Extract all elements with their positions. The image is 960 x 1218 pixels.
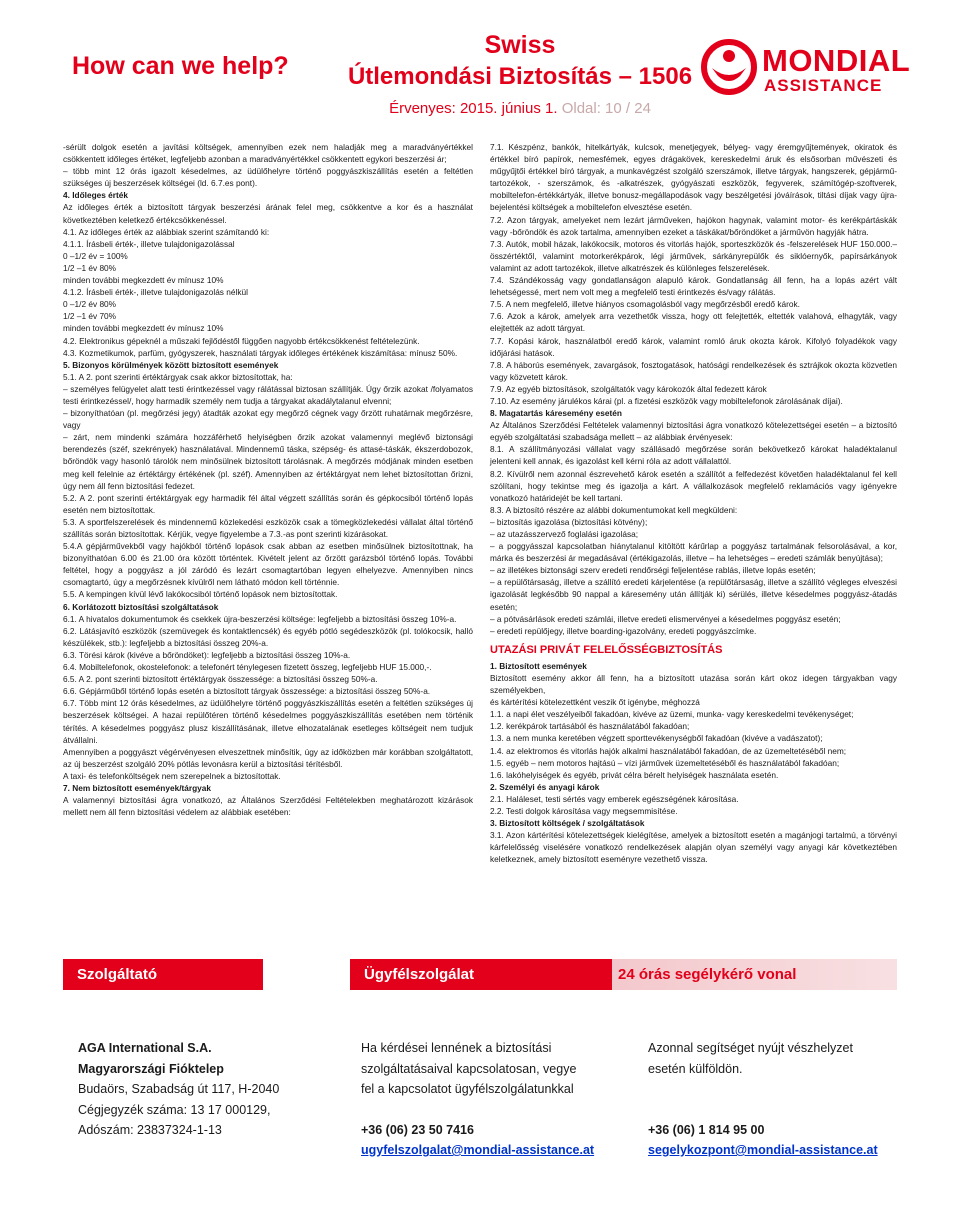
paragraph: 4.3. Kozmetikumok, parfüm, gyógyszerek, használati tárgyak időleges értékének kiszámítása: mínusz 50%.: [63, 347, 458, 358]
paragraph: 1/2 –1 év 80%: [63, 262, 117, 273]
paragraph: 0 –1/2 év 80%: [63, 299, 117, 310]
paragraph: 7.3. Autók, mobil házak, lakókocsik, motoros és vitorlás hajók, sporteszközök és -felszerelések HUF 150.000.– összértéktől, valamint motorkerékpárok, légi járművek, sárkányrepülők és siklóernyők, papírsárkányok valamint az adott tartozékok, illetve alkatrészek és különleges felszerelések.: [490, 238, 897, 273]
company-registration: Cégjegyzék száma: 13 17 000129,: [78, 1102, 271, 1117]
paragraph: 7.9. Az egyéb biztosítások, szolgáltatók vagy károkozók által fedezett károk: [490, 383, 767, 394]
section-heading: 1. Biztosított események: [490, 660, 587, 671]
paragraph: 8.1. A szállítmányozási vállalat vagy szállásadó megőrzése során bekövetkező károkat haladéktalanul jelenteni kell annak, és igazolást kell kérni róla az adott vállalattól.: [490, 444, 897, 467]
paragraph: – személyes felügyelet alatt testi érintkezéssel vagy rálátással biztosan szállítják. Úgy őrzik azokat /folyamatos testi érintkezéssel/, hogy harmadik személy nem tudja a tárgyakat akadálytalanul elvenni;: [63, 383, 473, 406]
paragraph: minden további megkezdett év mínusz 10%: [63, 275, 224, 286]
banner-provider: [63, 959, 263, 990]
paragraph: A valamennyi biztosítási ágra vonatkozó, az Általános Szerződési Feltételekben meghatározott kizárások mellett nem áll fenn biztosítási védelem az alábbiak esetében:: [63, 795, 473, 818]
company-tax-id: Adószám: 23837324-1-13: [78, 1123, 222, 1137]
paragraph: 4.2. Elektronikus gépeknél a műszaki fejlődéstől függően nagyobb értékcsökkenést feltételezünk.: [63, 335, 420, 346]
mondial-logo: [700, 38, 915, 100]
footer-emergency: [648, 1038, 908, 1161]
paragraph: 1.2. kerékpárok tartásából és használatából fakadóan;: [490, 721, 690, 732]
paragraph: 5.3. A sportfelszerelések és mindennemű közlekedési eszközök csak a tömegközlekedési vállalat által történő szállítás során biztosítottak. Kérjük, vegye figyelembe a 7.3.-as pont szerinti kizárásokat.: [63, 516, 473, 539]
validity-date: Érvenyes: 2015. június 1.: [389, 100, 558, 117]
paragraph: 8.3. A biztosító részére az alábbi dokumentumokat kell megküldeni:: [490, 504, 738, 515]
section-heading: 3. Biztosított költségek / szolgáltatások: [490, 818, 645, 829]
help-heading: How can we help?: [72, 52, 289, 80]
document-title-block: [300, 30, 740, 122]
banner-label: Szolgáltató: [77, 966, 158, 983]
paragraph: 1.5. egyéb – nem motoros hajtású – vízi járművek üzemeltetéséből és használatából fakadóan;: [490, 757, 840, 768]
section-heading: 6. Korlátozott biztosítási szolgáltatások: [63, 601, 219, 612]
paragraph: 6.6. Gépjárműből történő lopás esetén a biztosított tárgyak összessége: a biztosítási összeg 50%-a.: [63, 686, 431, 697]
paragraph: Amennyiben a poggyászt végérvényesen elveszettnek minősítik, úgy az időközben már korábban szolgáltatott, az új beszerzést szolgáló 20% pótlás levonásra kerül a biztosítási térítésből.: [63, 746, 473, 769]
paragraph: 4.1.2. Írásbeli érték-, illetve tulajdonigazolás nélkül: [63, 287, 248, 298]
page-number: Oldal: 10 / 24: [561, 100, 651, 117]
company-address: Budaörs, Szabadság út 117, H-2040: [78, 1082, 280, 1096]
paragraph: – eredeti repülőjegy, illetve boarding-igazolvány, eredeti poggyászcímke.: [490, 625, 757, 636]
paragraph: 6.5. A 2. pont szerinti biztosított értéktárgyak összessége: a biztosítási összeg 50%-a.: [63, 674, 378, 685]
paragraph: 5.5. A kempingen kívül lévő lakókocsiból történő lopások nem biztosítottak.: [63, 589, 338, 600]
paragraph: 7.10. Az esemény járulékos kárai (pl. a fizetési eszközök vagy mobiltelefonok zárolásának díjai).: [490, 395, 843, 406]
section-heading: 2. Személyi és anyagi károk: [490, 781, 600, 792]
paragraph: Az időleges érték a biztosított tárgyak beszerzési árának felel meg, csökkentve a kor és a használat következtében keletkező értékcsökkenéssel.: [63, 202, 473, 225]
paragraph: 7.6. Azok a károk, amelyek arra vezethetők vissza, hogy ott felejtették, eltették valahová, elhagyták, vagy elejtették az adott tárgyat.: [490, 311, 897, 334]
banner-label: Ügyfélszolgálat: [364, 966, 475, 983]
section-heading: 7. Nem biztosított események/tárgyak: [63, 782, 212, 793]
paragraph: 2.1. Haláleset, testi sértés vagy emberek egészségének károsítása.: [490, 793, 739, 804]
logo-emblem-icon: [700, 38, 758, 96]
section-heading: 5. Bizonyos körülmények között biztosított események: [63, 359, 279, 370]
paragraph: Biztosított esemény akkor áll fenn, ha a biztosított utazása során kárt okoz idegen tárgyakban vagy személyekben,: [490, 672, 897, 696]
em-phone: +36 (06) 1 814 95 00: [648, 1122, 765, 1137]
paragraph: 6.3. Törési károk (kivéve a bőröndöket): legfeljebb a biztosítási összeg 10%-a.: [63, 649, 351, 660]
cs-text: Ha kérdései lennének a biztosítási: [361, 1041, 552, 1055]
paragraph: 4.1. Az időleges érték az alábbiak szerint számítandó ki:: [63, 226, 270, 237]
right-column: [490, 141, 897, 865]
cs-phone: +36 (06) 23 50 7416: [361, 1122, 474, 1137]
paragraph: 8.2. Kívülről nem azonnal észrevehető károk esetén a szállítót a felfedezést követően haladéktalanul fel kell szólítani, hogy tekintse meg és igazolja a kárt. A vállalkozások megfelelő reklamációs vagy igényekre vonatkozó határidejét be kell tartani.: [490, 468, 897, 503]
paragraph: minden további megkezdett év mínusz 10%: [63, 323, 224, 334]
paragraph: 1.1. a napi élet veszélyeiből fakadóan, kivéve az üzemi, munka- vagy kereskedelmi tevékenységet;: [490, 709, 854, 720]
footer-company: [78, 1038, 338, 1141]
paragraph: 0 –1/2 év = 100%: [63, 250, 128, 261]
paragraph: 6.4. Mobiltelefonok, okostelefonok: a telefonért ténylegesen fizetett összeg, legfeljebb HUF 15.000,-.: [63, 662, 432, 673]
paragraph: 6.7. Több mint 12 órás késedelmes, az üdülőhelyre történő poggyászkiszállítás esetén a feltétlen szükséges új beszerzések költségei. A hazai repülőtéren történő késedelmes poggyászkiszállítás esetében nem történik térítés. A késedelmes poggyász plusz kiszállításának, illetve elhozatalának esetleges költségeit nem tudjuk átvállalni.: [63, 698, 473, 745]
banner-label: 24 órás segélykérő vonal: [618, 966, 797, 983]
title-line-1: Swiss: [484, 31, 556, 59]
paragraph: – több mint 12 órás igazolt késedelmes, az üdülőhelyre történő poggyászkiszállítás esetén a feltétlen szükséges új beszerzések költségei (ld. 6.7.es pont).: [63, 166, 473, 189]
cs-email-link[interactable]: ugyfelszolgalat@mondial-assistance.at: [361, 1143, 595, 1157]
paragraph: 4.1.1. Írásbeli érték-, illetve tulajdonigazolással: [63, 238, 235, 249]
paragraph: 1.3. a nem munka keretében végzett sporttevékenységből fakadóan (kivéve a vadászatot);: [490, 733, 823, 744]
cs-text: fel a kapcsolatot ügyfélszolgálatunkkal: [361, 1082, 574, 1096]
em-text: esetén külföldön.: [648, 1061, 743, 1076]
paragraph: 5.1. A 2. pont szerinti értéktárgyak csak akkor biztosítottak, ha:: [63, 371, 293, 382]
paragraph: 1/2 –1 év 70%: [63, 311, 117, 322]
paragraph: 5.2. A 2. pont szerinti értéktárgyak egy harmadik fél által végzett szállítás során és gépkocsiból történő lopás esetén nem biztosítottak.: [63, 492, 473, 515]
banner-emergency: [612, 959, 897, 990]
section-title: UTAZÁSI PRIVÁT FELELŐSSÉGBIZTOSÍTÁS: [490, 643, 723, 656]
paragraph: 1.6. lakóhelyiségek és egyéb, privát célra bérelt helyiségek használata esetén.: [490, 769, 779, 780]
paragraph: 5.4.A gépjárművekből vagy hajókból történő lopások csak abban az esetben minősülnek biztosítottnak, ha bizonyíthatóan 6.00 és 21.00 óra között történtek. Kivételt jelent az őrzött garázsból történő lopás. További feltétel, hogy a poggyász a jól záródó és lezárt csomagtartóban legyen elhelyezve. Amennyiben nincs csomagtartó, úgy a megőrzésnek kívülről nem látható módon kell történnie.: [63, 541, 473, 588]
paragraph: A taxi- és telefonköltségek nem szerepelnek a biztosítottak.: [63, 770, 281, 781]
paragraph: 7.5. A nem megfelelő, illetve hiányos csomagolásból vagy megőrzésből eredő károk.: [490, 299, 800, 310]
paragraph: 7.4. Szándékosság vagy gondatlanságon alapuló károk. Gondatlanság áll fenn, ha a lopás azért vált lehetségessé, mert nem volt meg a megfelelő testi érintkezés és/vagy rálátás.: [490, 275, 897, 298]
paragraph: 7.1. Készpénz, bankók, hitelkártyák, kulcsok, menetjegyek, bélyeg- vagy éremgyűjtemények, okiratok és értékkel bíró papírok, nemesfémek, egyes drágakövek, kereskedelmi áruk és elsősorban művészeti és műgyűjtői értékkel bíró tárgyak, a munkavégzést szolgáló szerszámok, illetve tárgyak, hangszerek, gépjármű-tartozékok, - szerszámok, és -alkatrészek, gyógyászati eszközök, fegyverek, számítógép-szoftverek, mobiltelefon-értékkártyák, illetve bonusz-megállapodások vagy beszélgetési jóváírások, tiltási díjak vagy újra-bejelentési költségek a mobiltelefon elvesztése esetén.: [490, 142, 897, 213]
logo-brand-text: MONDIAL: [762, 43, 911, 78]
paragraph: – az utazásszervező foglalási igazolása;: [490, 529, 639, 539]
page-header: [0, 0, 960, 130]
paragraph: – biztosítás igazolása (biztosítási kötvény);: [490, 516, 648, 527]
paragraph: 6.2. Látásjavító eszközök (szemüvegek és kontaktlencsék) és egyéb pótló segédeszközök (pl. tolókocsik, halló készülékek, stb.): legfeljebb a biztosítási összeg 20%-a.: [63, 625, 473, 648]
paragraph: 3.1. Azon kártérítési kötelezettségek kielégítése, amelyek a biztosított esetén a magánjogi tartalmú, a törvényi kárfelelősség viselésére vonatkozó rendelkezések alapján olyan személyi vagy anyagi kár következtében keletkeznek, amely biztosított eseményre vezethető vissza.: [490, 830, 897, 865]
footer-customer-service: [361, 1038, 631, 1161]
section-heading: 4. Időleges érték: [63, 190, 129, 201]
cs-text: szolgáltatásaival kapcsolatosan, vegye: [361, 1061, 577, 1076]
validity-line: [300, 96, 740, 122]
paragraph: – a poggyásszal kapcsolatban hiánytalanul kitöltött kárűrlap a poggyász tartalmának felsorolásával, a kor, márka és beszerzési ár megadásával (értékigazolás, illetve – ha lehetséges – eredeti számlák benyújtása);: [490, 541, 897, 564]
paragraph: – bizonyíthatóan (pl. megőrzési jegy) átadták azokat egy megőrző cégnek vagy őrzött ruhatárnak megőrzésre, vagy: [63, 408, 473, 431]
em-email-link[interactable]: segelykozpont@mondial-assistance.at: [648, 1143, 878, 1157]
em-text: Azonnal segítséget nyújt vészhelyzet: [648, 1041, 853, 1055]
paragraph: -sérült dolgok esetén a javítási költségek, amennyiben ezek nem haladják meg a maradványértékkel csökkentett időleges értéket, legfeljebb azonban a maradványértékkel csökkentett egykori beszerzési ár;: [63, 142, 473, 165]
paragraph: – a repülőtársaság, illetve a szállító eredeti kárjelentése (a repülőtársaság, illetve a szállító végleges elveszési igazolását legkésőbb 90 nappal a káresemény után állítják ki) sérülés, illetve késedelmes poggyász-átadás esetén;: [490, 577, 897, 612]
paragraph: – a pótvásárlások eredeti számlái, illetve eredeti elismervényei a késedelmes poggyász esetén;: [490, 613, 841, 624]
paragraph: 7.8. A háborús események, zavargások, fosztogatások, hatósági rendelkezések és sztrájkok okozta közvetlen vagy közvetett károk.: [490, 359, 897, 382]
paragraph: – zárt, nem mindenki számára hozzáférhető helyiségben őrzik azokat valamennyi meglévő biztonsági berendezés (széf, szekrények) használatával. Mindennemű táska, szépség- és attasé-táskák, ékszerdobozok, bőröndök vagy hasonló tárolók nem minősülnek biztosított tárolásnak. A megőrzés módjának minden esetben meg kell felelnie az értéktárgy értékének (pl. széf). Amennyiben az értéktárgyat nem lehet biztosítottan őrizni, úgy nem áll fenn biztosítási fedezet.: [63, 432, 473, 491]
section-heading: 8. Magatartás káresemény esetén: [490, 408, 622, 419]
paragraph: Az Általános Szerződési Feltételek valamennyi biztosítási ágra vonatkozó kötelezettségei esetén – a biztosító egyéb szolgáltatási szabadsága mellett – az alábbiak érvényesek:: [490, 420, 897, 443]
paragraph: 6.1. A hivatalos dokumentumok és csekkek újra-beszerzési költsége: legfeljebb a biztosítási összeg 10%-a.: [63, 613, 457, 624]
company-name: AGA International S.A.: [78, 1041, 212, 1055]
paragraph: – az illetékes biztonsági szerv eredeti rendőrségi feljelentése rablás, illetve lopás esetén;: [490, 565, 816, 576]
left-column: [63, 141, 473, 818]
company-branch: Magyarországi Fióktelep: [78, 1061, 224, 1076]
logo-sub-text: ASSISTANCE: [764, 76, 883, 95]
paragraph: 7.7. Kopási károk, használatból eredő károk, valamint romló áruk okozta károk. Kifolyó folyadékok vagy időjárási hatások.: [490, 335, 897, 358]
paragraph: 1.4. az elektromos és vitorlás hajók alkalmi használatából fakadóan, de az üzemeltetéséből nem;: [490, 745, 847, 756]
banner-customer-service: [350, 959, 612, 990]
paragraph: és kártérítési kötelezettként veszik őt igénybe, méghozzá: [490, 697, 700, 708]
title-line-2: Útlemondási Biztosítás – 1506: [347, 63, 693, 90]
paragraph: 2.2. Testi dolgok károsítása vagy megsemmisítése.: [490, 805, 678, 816]
paragraph: 7.2. Azon tárgyak, amelyeket nem lezárt járműveken, hajókon hagynak, valamint motor- és kerékpártáskák vagy -bőröndök és azok tartalma, amennyiben ezeket a táskákat/bőröndöket a járművön hagyják hátra.: [490, 214, 897, 237]
